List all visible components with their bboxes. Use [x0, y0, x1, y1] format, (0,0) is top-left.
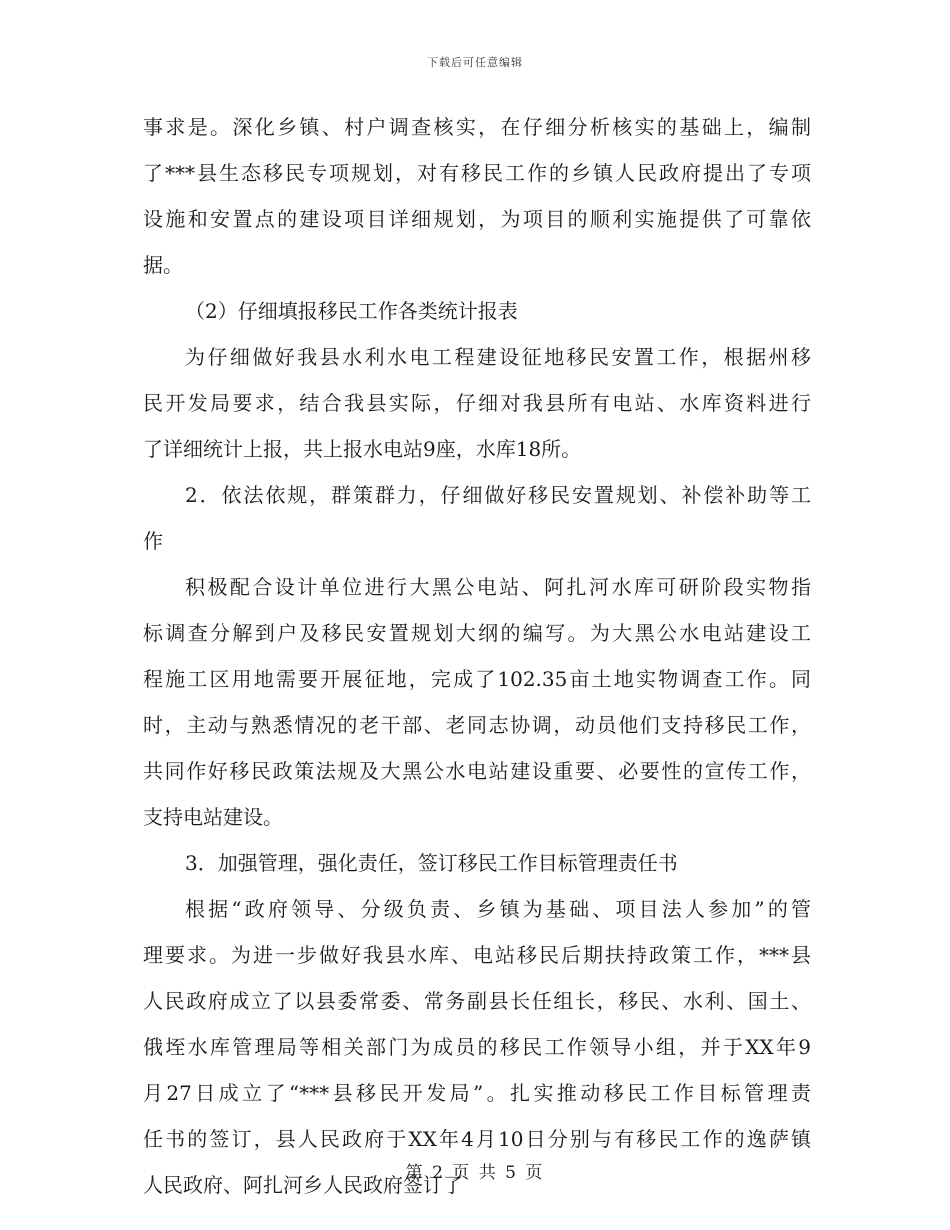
body-line: 理要求。为进一步做好我县水库、电站移民后期扶持政策工作，***县 — [143, 943, 811, 967]
body-line: 任书的签订，县人民政府于XX年4月10日分别与有移民工作的逸萨镇 — [143, 1127, 811, 1151]
section-heading: 3．加强管理，强化责任，签订移民工作目标管理责任书 — [185, 851, 678, 875]
body-line: 民开发局要求，结合我县实际，仔细对我县所有电站、水库资料进行 — [143, 391, 811, 415]
page-header: 下载后可任意编辑 — [427, 56, 523, 69]
body-line: 人民政府、阿扎河乡人民政府签订了 — [143, 1173, 463, 1197]
section-heading: （2）仔细填报移民工作各类统计报表 — [185, 299, 518, 323]
body-line: 人民政府成立了以县委常委、常务副县长任组长，移民、水利、国土、 — [143, 989, 811, 1013]
body-line: 标调查分解到户及移民安置规划大纲的编写。为大黑公水电站建设工 — [143, 621, 811, 645]
body-line: 了详细统计上报，共上报水电站9座，水库18所。 — [143, 437, 582, 461]
body-line: 为仔细做好我县水利水电工程建设征地移民安置工作，根据州移 — [185, 345, 811, 369]
section-heading: 2．依法依规，群策群力，仔细做好移民安置规划、补偿补助等工 — [185, 483, 811, 507]
body-line: 积极配合设计单位进行大黑公电站、阿扎河水库可研阶段实物指 — [185, 575, 811, 599]
body-line: 支持电站建设。 — [143, 805, 283, 829]
body-line: 共同作好移民政策法规及大黑公水电站建设重要、必要性的宣传工作， — [143, 759, 811, 783]
body-line: 俄垤水库管理局等相关部门为成员的移民工作领导小组，并于XX年9 — [143, 1035, 811, 1059]
section-heading: 作 — [143, 529, 163, 553]
body-line: 程施工区用地需要开展征地，完成了102.35亩土地实物调查工作。同 — [143, 667, 811, 691]
body-line: 根据“政府领导、分级负责、乡镇为基础、项目法人参加”的管 — [185, 897, 811, 921]
body-line: 据。 — [143, 253, 183, 277]
document-body — [143, 104, 811, 1208]
body-line: 事求是。深化乡镇、村户调查核实，在仔细分析核实的基础上，编制 — [143, 115, 811, 139]
body-line: 时，主动与熟悉情况的老干部、老同志协调，动员他们支持移民工作， — [143, 713, 811, 737]
body-line: 了***县生态移民专项规划，对有移民工作的乡镇人民政府提出了专项 — [143, 161, 811, 185]
body-line: 月27日成立了“***县移民开发局”。扎实推动移民工作目标管理责 — [143, 1081, 811, 1105]
page-number-footer: 第 2 页 共 5 页 — [405, 1163, 545, 1183]
body-line: 设施和安置点的建设项目详细规划，为项目的顺利实施提供了可靠依 — [143, 207, 811, 231]
